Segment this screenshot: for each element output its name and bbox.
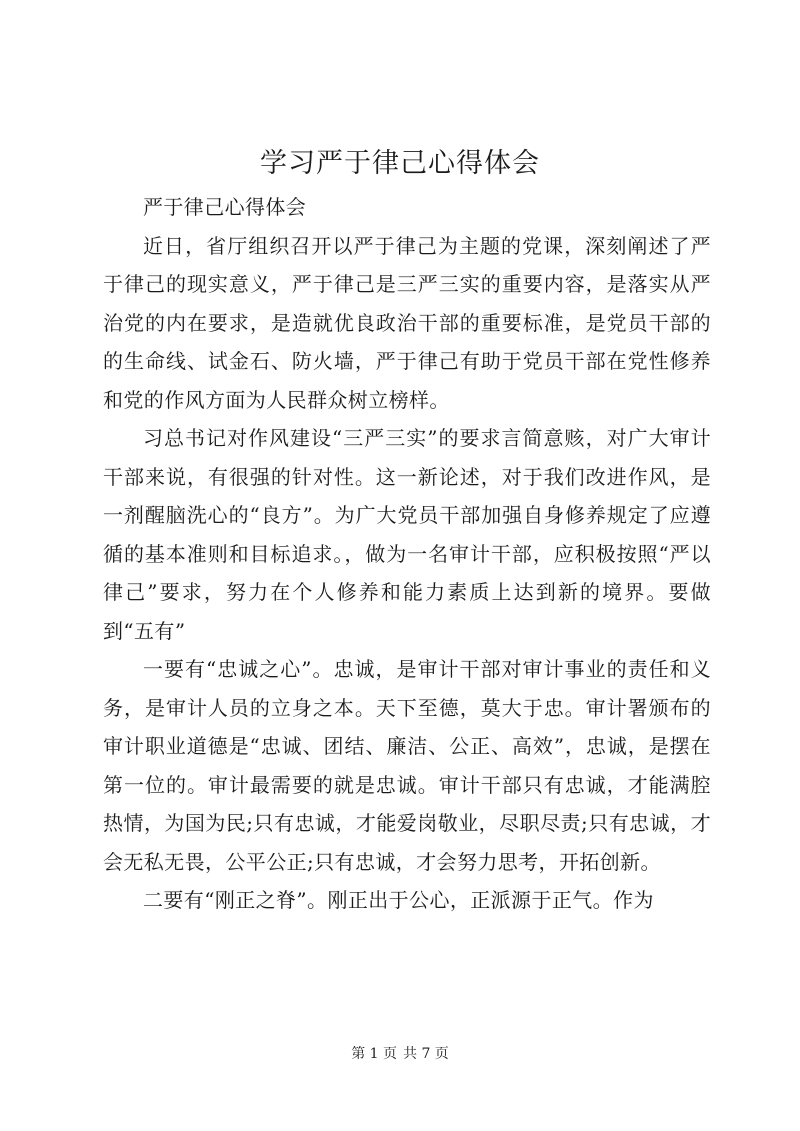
body-paragraph: 近日，省厅组织召开以严于律己为主题的党课，深刻阐述了严于律己的现实意义，严于律己是三严三实的重要内容，是落实从严治党的内在要求，是造就优良政治干部的重要标准，是党员干部的的生命线、试金石、防火墙，严于律己有助于党员干部在党性修养和党的作风方面为人民群众树立榜样。 <box>103 233 711 412</box>
body-paragraph: 一要有“忠诚之心”。忠诚，是审计干部对审计事业的责任和义务，是审计人员的立身之本。天下至德，莫大于忠。审计署颁布的审计职业道德是“忠诚、团结、廉洁、公正、高效”，忠诚，是摆在第一位的。审计最需要的就是忠诚。审计干部只有忠诚，才能满腔热情，为国为民;只有忠诚，才能爱岗敬业，尽职尽责;只有忠诚，才会无私无畏，公平公正;只有忠诚，才会努力思考，开拓创新。 <box>103 657 711 874</box>
page-footer <box>0 1044 800 1064</box>
page-number: 第 1 页 <box>351 1046 397 1062</box>
document-body <box>103 188 711 920</box>
body-paragraph: 二要有“刚正之脊”。刚正出于公心，正派源于正气。作为 <box>143 888 654 912</box>
document-title: 学习严于律己心得体会 <box>260 148 540 179</box>
body-paragraph: 习总书记对作风建设“三严三实”的要求言简意赅，对广大审计干部来说，有很强的针对性。这一新论述，对于我们改进作风，是一剂醒脑洗心的“良方”。为广大党员干部加强自身修养规定了应遵循的基本准则和目标追求。，做为一名审计干部，应积极按照“严以律己”要求，努力在个人修养和能力素质上达到新的境界。要做到“五有” <box>103 426 711 643</box>
subtitle-paragraph: 严于律己心得体会 <box>143 195 307 219</box>
page-total: 共 7 页 <box>403 1046 449 1062</box>
